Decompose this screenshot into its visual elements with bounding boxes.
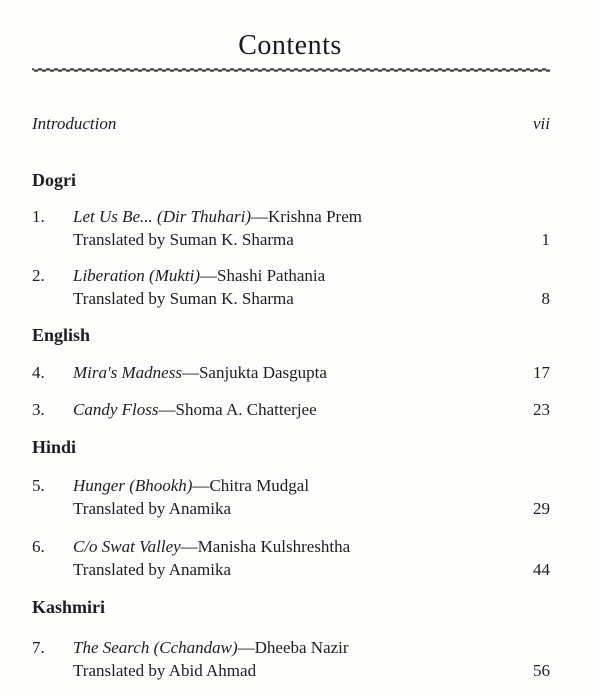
entry-title: Let Us Be... (Dir Thuhari): [73, 207, 252, 226]
section-heading-hindi: Hindi: [32, 437, 77, 457]
entry-translator: Translated by Abid Ahmad: [73, 661, 257, 680]
entry-translator: Translated by Suman K. Sharma: [73, 289, 294, 308]
toc-entry[interactable]: [32, 361, 550, 384]
entry-number: 7.: [32, 638, 45, 657]
toc-entry[interactable]: [32, 264, 550, 310]
entry-author: —Shoma A. Chatterjee: [158, 400, 317, 419]
entry-author: —Chitra Mudgal: [192, 476, 310, 495]
introduction-page: vii: [533, 114, 550, 133]
toc-entry[interactable]: [32, 205, 550, 251]
entry-page: 23: [533, 400, 550, 419]
entry-translator: Translated by Anamika: [73, 499, 232, 518]
entry-number: 5.: [32, 476, 45, 495]
entry-page: 44: [533, 560, 550, 579]
entry-title: The Search (Cchandaw): [73, 638, 238, 657]
toc-entry[interactable]: [32, 535, 550, 581]
entry-number: 6.: [32, 537, 45, 556]
introduction-label: Introduction: [32, 114, 117, 133]
introduction-row[interactable]: [32, 114, 550, 134]
entry-author: —Sanjukta Dasgupta: [181, 363, 327, 382]
page-title: Contents: [238, 30, 342, 61]
toc-entry[interactable]: [32, 636, 550, 682]
entry-page: 8: [541, 289, 550, 308]
entry-number: 4.: [32, 363, 45, 382]
entry-author: —Dheeba Nazir: [237, 638, 349, 657]
entry-author: —Shashi Pathania: [200, 266, 326, 285]
entry-author: —Krishna Prem: [251, 207, 362, 226]
entry-page: 17: [533, 363, 550, 382]
section-heading-english: English: [32, 325, 91, 345]
entry-title: Hunger (Bhookh): [73, 476, 193, 495]
section-heading-dogri: Dogri: [32, 170, 76, 190]
entry-title: Liberation (Mukti): [73, 266, 201, 285]
section-heading-kashmiri: Kashmiri: [32, 597, 106, 617]
entry-number: 2.: [32, 266, 45, 285]
entry-page: 1: [541, 230, 550, 249]
entry-title: Candy Floss: [73, 400, 159, 419]
entry-page: 29: [533, 499, 550, 518]
entry-author: —Manisha Kulshreshtha: [180, 537, 351, 556]
toc-entry[interactable]: [32, 474, 550, 520]
entry-title: Mira's Madness: [73, 363, 182, 382]
entry-translator: Translated by Anamika: [73, 560, 232, 579]
entry-number: 3.: [32, 400, 45, 419]
entry-page: 56: [533, 661, 550, 680]
toc-entry[interactable]: [32, 398, 550, 421]
entry-number: 1.: [32, 207, 45, 226]
entry-translator: Translated by Suman K. Sharma: [73, 230, 294, 249]
entry-title: C/o Swat Valley: [73, 537, 181, 556]
wavy-rule: [32, 66, 550, 74]
